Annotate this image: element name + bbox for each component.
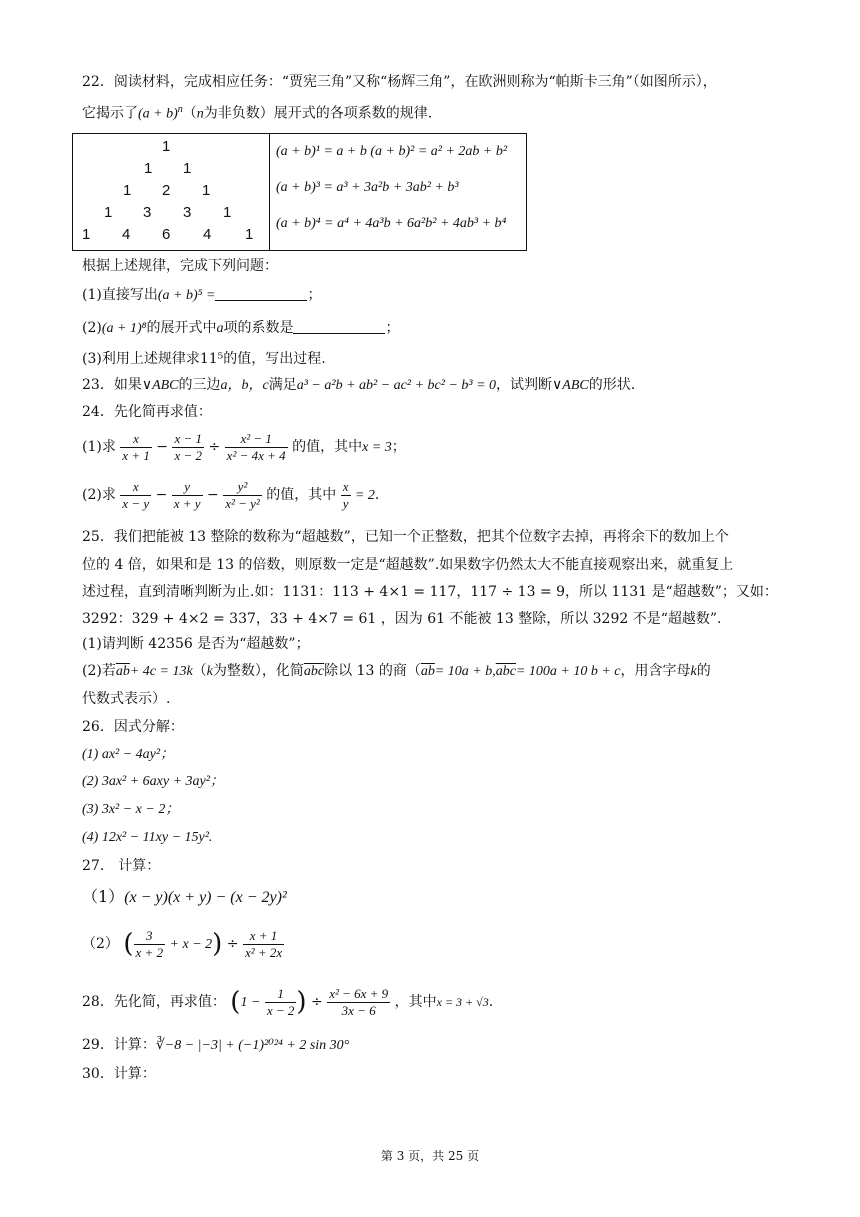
q22-part1-expr: (a + b)⁵ = xyxy=(157,288,216,303)
q28-value: x = 3 + √3 xyxy=(436,995,489,1009)
q24-p2-text: (2)求 xyxy=(82,487,116,503)
fraction xyxy=(265,986,297,1019)
operator: ÷ xyxy=(226,936,239,952)
q25-text: （ xyxy=(192,663,207,679)
q28-text: ，其中 xyxy=(394,994,437,1010)
q22-text: （ xyxy=(182,105,197,122)
numerator: x² − 6x + 9 xyxy=(329,985,389,1001)
q23-sides: a，b，c xyxy=(220,378,269,393)
numerator: x + 1 xyxy=(243,928,284,945)
triangle-number: 6 xyxy=(162,226,171,243)
q24-p1-text: (1)求 xyxy=(82,439,116,455)
q22-text: 为非负数）展开式的各项系数的规律. xyxy=(203,105,433,122)
q28-end: . xyxy=(488,994,494,1010)
pascal-triangle-cell xyxy=(73,134,270,251)
operator: − xyxy=(156,439,169,455)
page-footer: 第 3 页，共 25 页 xyxy=(380,1149,480,1163)
binomial-expansions-cell xyxy=(270,134,527,251)
q29-text: 29．计算： xyxy=(82,1037,156,1053)
denominator: y xyxy=(342,495,349,511)
numerator: x − 1 xyxy=(174,430,203,446)
q22-intro-line1: 22．阅读材料，完成相应任务：“贾宪三角”又称“杨辉三角”，在欧洲则称为“帕斯卡三角”（如图所示）， xyxy=(82,74,717,90)
fraction xyxy=(172,479,203,512)
numerator: 1 xyxy=(265,986,297,1003)
operator: ÷ xyxy=(311,994,323,1010)
q27-part1 xyxy=(82,887,287,908)
triangle-number: 1 xyxy=(123,182,132,199)
q26-part1: (1) ax² − 4ay²； xyxy=(82,747,175,762)
q29-line xyxy=(82,1035,349,1056)
q22-part2-num: (2) xyxy=(82,320,102,336)
q30-line: 30．计算： xyxy=(82,1066,156,1082)
q22-part2-text: 的展开式中 xyxy=(146,320,217,336)
denominator: x − 2 xyxy=(266,1002,295,1018)
triangle-number: 3 xyxy=(183,204,192,221)
paren-right: ) xyxy=(296,987,307,1017)
expansion-1-2: (a + b)¹ = a + b (a + b)² = a² + 2ab + b² xyxy=(276,144,508,159)
q22-text: 它揭示了 xyxy=(82,105,138,122)
triangle-number: 1 xyxy=(202,182,211,199)
denominator: x² − y² xyxy=(225,495,260,511)
paren-left: ( xyxy=(230,987,241,1017)
q24-p1-value: x = 3 xyxy=(362,440,392,455)
q25-expr: = 100a + 10 b + c xyxy=(515,664,621,679)
q25-part2-cont: 代数式表示）. xyxy=(82,691,171,707)
q23-triangle: ABC xyxy=(562,378,589,393)
q25-line4: 3292：329 + 4×2 = 337，33 + 4×7 = 61 ，因为 61 不能被 13 整除，所以 3292 不是“超越数”. xyxy=(82,611,722,627)
q22-part2 xyxy=(82,318,399,339)
q22-intro-line2 xyxy=(82,100,432,125)
numerator: x xyxy=(120,431,152,448)
pascal-triangle-table xyxy=(72,133,527,251)
q25-expr: = 10a + b, xyxy=(434,664,496,679)
q25-part2 xyxy=(82,661,711,682)
q25-text: 为整数），化简 xyxy=(212,663,304,679)
q28-expr: 1 − xyxy=(240,995,261,1010)
q27-title: 27． 计算： xyxy=(82,858,161,874)
q29-expr: ∛−8 − |−3| + (−1)²⁰²⁴ + 2 sin 30° xyxy=(155,1038,350,1053)
q26-part3: (3) 3x² − x − 2； xyxy=(82,802,180,817)
q25-num-ab: $\overline{ab}$ xyxy=(420,664,435,679)
q25-line2: 位的 4 倍，如果和是 13 的倍数，则原数一定是“超越数”.如果数字仍然太大不能直接观察出来，就重复上 xyxy=(82,557,734,573)
q27-p2-num: （2） xyxy=(82,936,119,952)
q25-part1: (1)请判断 42356 是否为“超越数”； xyxy=(82,636,310,652)
fraction xyxy=(223,479,262,512)
pascal-triangle xyxy=(73,134,269,250)
denominator: x² + 2x xyxy=(244,944,283,960)
operator: − xyxy=(155,487,168,503)
q24-title: 24．先化简再求值： xyxy=(82,404,212,420)
q23-text: ，试判断∨ xyxy=(496,377,563,393)
q25-expr: + 4c = 13k xyxy=(129,664,193,679)
q26-part2: (2) 3ax² + 6axy + 3ay²； xyxy=(82,774,224,789)
paren-left: ( xyxy=(123,929,134,959)
q27-part2 xyxy=(82,924,284,965)
q28-text: 28．先化简，再求值： xyxy=(82,994,226,1010)
q26-title: 26．因式分解： xyxy=(82,719,184,735)
q24-part2 xyxy=(82,478,379,513)
q25-var-k: k xyxy=(206,664,213,679)
answer-blank[interactable] xyxy=(293,319,385,334)
q22-part3: (3)利用上述规律求11⁵的值，写出过程. xyxy=(82,351,326,367)
q25-var-k: k xyxy=(690,664,697,679)
q24-p2-text: 的值，其中 xyxy=(266,487,337,503)
q25-line1: 25．我们把能被 13 整除的数称为“超越数”，已知一个正整数，把其个位数字去掉，再将余下的数加上个 xyxy=(82,529,729,545)
q22-part2-expr: (a + 1)⁸ xyxy=(101,321,147,336)
q22-part1-text: (1)直接写出 xyxy=(82,287,158,303)
triangle-number: 1 xyxy=(245,226,254,243)
fraction xyxy=(120,431,152,464)
fraction xyxy=(172,431,204,464)
q25-num-ab: $\overline{ab}$ xyxy=(115,664,130,679)
triangle-number: 1 xyxy=(82,226,91,243)
q25-num-abc: $\overline{abc}$ xyxy=(495,664,516,679)
answer-blank[interactable] xyxy=(215,286,307,301)
q23-line xyxy=(82,375,635,396)
numerator: y xyxy=(172,479,203,496)
fraction xyxy=(341,479,351,512)
denominator: x + 1 xyxy=(122,447,150,463)
q26-part4: (4) 12x² − 11xy − 15y². xyxy=(82,830,213,845)
triangle-number: 1 xyxy=(183,160,192,177)
triangle-number: 1 xyxy=(223,204,232,221)
denominator: x + y xyxy=(173,495,201,511)
q23-text: 的三边 xyxy=(178,377,221,393)
triangle-number: 4 xyxy=(203,226,212,243)
numerator: x² − 1 xyxy=(225,431,288,448)
q25-num-abc: $\overline{abc}$ xyxy=(303,664,325,679)
triangle-number: 3 xyxy=(143,204,152,221)
q27-p1-num: （1） xyxy=(82,887,125,906)
q24-p2-value: = 2 xyxy=(354,488,375,503)
denominator: x − y xyxy=(122,495,150,511)
fraction xyxy=(327,986,390,1019)
q25-text: 除以 13 的商（ xyxy=(324,663,421,679)
operator: − xyxy=(207,487,219,503)
operator: ÷ xyxy=(208,439,221,455)
triangle-number: 2 xyxy=(162,182,171,199)
triangle-number: 1 xyxy=(104,204,113,221)
q28-line xyxy=(82,982,493,1023)
q22-binomial: (a + b) xyxy=(138,106,178,122)
triangle-number: 1 xyxy=(162,138,171,155)
expansion-3: (a + b)³ = a³ + 3a²b + 3ab² + b³ xyxy=(276,180,459,195)
q24-p1-text: 的值，其中 xyxy=(292,439,363,455)
denominator: x + 2 xyxy=(135,944,164,960)
q22-exponent: n xyxy=(177,104,183,115)
fraction xyxy=(120,479,151,512)
q22-var-n: n xyxy=(196,106,204,122)
fraction xyxy=(243,928,284,961)
q22-part2-text: 项的系数是 xyxy=(223,320,294,336)
numerator: y² xyxy=(223,479,262,496)
q22-part1 xyxy=(82,285,321,306)
numerator: x xyxy=(342,478,349,494)
denominator: x − 2 xyxy=(174,447,203,463)
q23-triangle: ABC xyxy=(152,378,179,393)
denominator: 3x − 6 xyxy=(341,1002,376,1018)
q24-p1-end: ； xyxy=(391,439,406,455)
expansion-4: (a + b)⁴ = a⁴ + 4a³b + 6a²b² + 4ab³ + b⁴ xyxy=(276,216,507,231)
q25-text: ，用含字母 xyxy=(620,663,691,679)
q25-text: 的 xyxy=(696,663,711,679)
numerator: x xyxy=(120,479,151,496)
q23-equation: a³ − a²b + ab² − ac² + bc² − b³ = 0 xyxy=(296,378,497,393)
triangle-number: 1 xyxy=(144,160,153,177)
paren-right: ) xyxy=(212,929,223,959)
q25-text: (2)若 xyxy=(82,663,116,679)
fraction xyxy=(134,928,166,961)
q22-part2-var: a xyxy=(216,321,224,336)
denominator: x² − 4x + 4 xyxy=(226,447,286,463)
q27-p1-expr: (x − y)(x + y) − (x − 2y)² xyxy=(124,889,287,906)
q22-rule: 根据上述规律，完成下列问题： xyxy=(82,258,278,274)
q27-p2-mid: + x − 2 xyxy=(169,937,213,952)
q25-line3: 述过程，直到清晰判断为止.如：1131：113 + 4×1 = 117，117 ÷ 13 = 9，所以 1131 是“超越数”；又如： xyxy=(82,584,778,600)
q24-part1 xyxy=(82,430,406,465)
q23-text: 满足 xyxy=(268,377,297,393)
q24-p2-end: . xyxy=(374,487,380,503)
fraction xyxy=(225,431,288,464)
q22-part2-end: ； xyxy=(385,320,400,336)
q22-part1-end: ； xyxy=(307,287,322,303)
triangle-number: 4 xyxy=(122,226,131,243)
numerator: 3 xyxy=(134,928,166,945)
q23-text: 23．如果∨ xyxy=(82,377,153,393)
q23-text: 的形状. xyxy=(588,377,636,393)
